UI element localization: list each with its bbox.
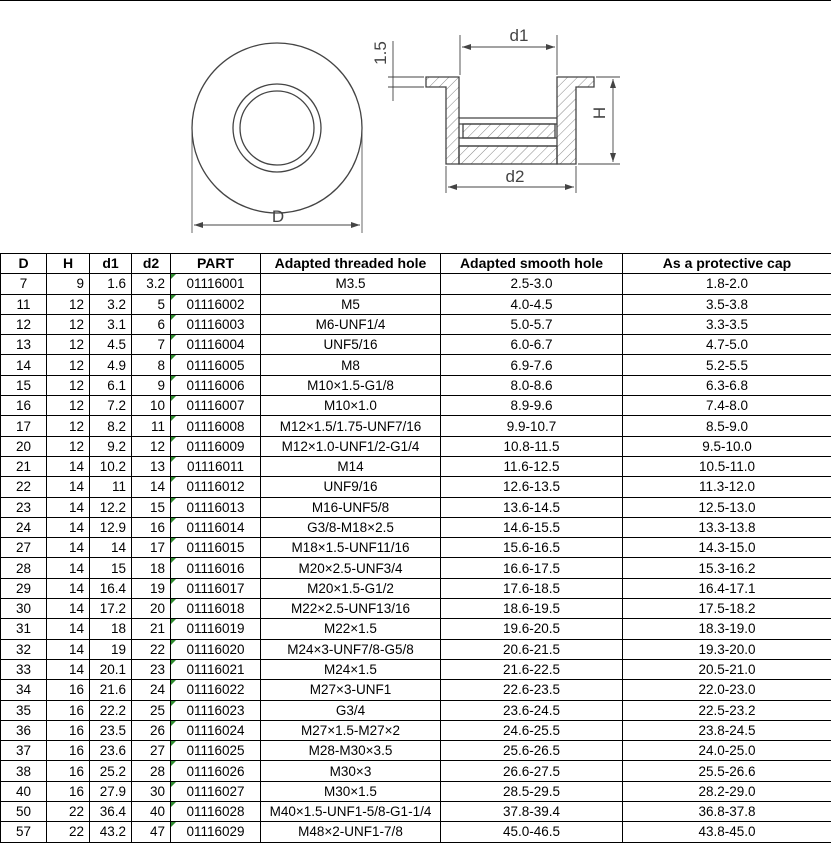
- cell-smooth-hole: 17.6-18.5: [441, 578, 623, 598]
- cell-d2: 40: [132, 802, 171, 822]
- cell-threaded-hole: M16-UNF5/8: [261, 497, 441, 517]
- cell-H: 16: [47, 700, 90, 720]
- table-row: [1, 558, 831, 578]
- cell-d2: 18: [132, 558, 171, 578]
- cell-threaded-hole: M30×1.5: [261, 781, 441, 801]
- cell-D: 23: [1, 497, 47, 517]
- cell-D: 17: [1, 416, 47, 436]
- cell-d2: 5: [132, 294, 171, 314]
- cell-H: 12: [47, 436, 90, 456]
- cell-smooth-hole: 45.0-46.5: [441, 822, 623, 842]
- cell-d1: 22.2: [90, 700, 132, 720]
- table-row: [1, 619, 831, 639]
- cell-protective-cap: 22.0-23.0: [623, 680, 831, 700]
- cell-threaded-hole: M18×1.5-UNF11/16: [261, 538, 441, 558]
- cell-threaded-hole: M48×2-UNF1-7/8: [261, 822, 441, 842]
- table-row: [1, 802, 831, 822]
- col-header-H: H: [47, 254, 90, 274]
- cell-protective-cap: 1.8-2.0: [623, 274, 831, 294]
- cell-D: 37: [1, 741, 47, 761]
- cell-d2: 30: [132, 781, 171, 801]
- cell-threaded-hole: M27×1.5-M27×2: [261, 720, 441, 740]
- cell-protective-cap: 3.3-3.5: [623, 314, 831, 334]
- cell-protective-cap: 9.5-10.0: [623, 436, 831, 456]
- table-row: [1, 477, 831, 497]
- cell-H: 12: [47, 294, 90, 314]
- cell-smooth-hole: 9.9-10.7: [441, 416, 623, 436]
- cell-threaded-hole: M10×1.0: [261, 396, 441, 416]
- cell-d1: 15: [90, 558, 132, 578]
- cell-smooth-hole: 18.6-19.5: [441, 599, 623, 619]
- cell-d1: 8.2: [90, 416, 132, 436]
- cell-protective-cap: 19.3-20.0: [623, 639, 831, 659]
- cell-protective-cap: 11.3-12.0: [623, 477, 831, 497]
- cell-part: 01116022: [171, 680, 261, 700]
- cell-protective-cap: 8.5-9.0: [623, 416, 831, 436]
- cell-D: 27: [1, 538, 47, 558]
- inner-circle: [240, 91, 314, 165]
- cell-part: 01116012: [171, 477, 261, 497]
- cell-d2: 19: [132, 578, 171, 598]
- cell-part: 01116013: [171, 497, 261, 517]
- cell-part: 01116003: [171, 314, 261, 334]
- table-row: [1, 781, 831, 801]
- table-row: [1, 456, 831, 476]
- cell-threaded-hole: M5: [261, 294, 441, 314]
- cell-H: 14: [47, 599, 90, 619]
- cell-threaded-hole: M20×2.5-UNF3/4: [261, 558, 441, 578]
- cell-part: 01116028: [171, 802, 261, 822]
- cell-part: 01116011: [171, 456, 261, 476]
- cell-d2: 20: [132, 599, 171, 619]
- cell-d2: 25: [132, 700, 171, 720]
- cell-threaded-hole: M12×1.0-UNF1/2-G1/4: [261, 436, 441, 456]
- cell-D: 36: [1, 720, 47, 740]
- cell-H: 14: [47, 477, 90, 497]
- cell-smooth-hole: 11.6-12.5: [441, 456, 623, 476]
- dim-H: [578, 77, 620, 164]
- table-row: [1, 396, 831, 416]
- table-row: [1, 375, 831, 395]
- cell-smooth-hole: 10.8-11.5: [441, 436, 623, 456]
- cell-part: 01116017: [171, 578, 261, 598]
- cell-part: 01116006: [171, 375, 261, 395]
- col-header-smooth-hole: Adapted smooth hole: [441, 254, 623, 274]
- cell-d2: 47: [132, 822, 171, 842]
- table-row: [1, 599, 831, 619]
- cell-D: 13: [1, 335, 47, 355]
- cell-D: 30: [1, 599, 47, 619]
- cell-D: 15: [1, 375, 47, 395]
- cell-d1: 3.1: [90, 314, 132, 334]
- cell-smooth-hole: 4.0-4.5: [441, 294, 623, 314]
- cell-part: 01116020: [171, 639, 261, 659]
- cell-threaded-hole: M20×1.5-G1/2: [261, 578, 441, 598]
- cell-H: 22: [47, 802, 90, 822]
- cell-smooth-hole: 20.6-21.5: [441, 639, 623, 659]
- cell-H: 14: [47, 538, 90, 558]
- cell-d2: 8: [132, 355, 171, 375]
- dim-d1: [460, 35, 557, 75]
- cell-smooth-hole: 25.6-26.5: [441, 741, 623, 761]
- cell-H: 12: [47, 314, 90, 334]
- table-row: [1, 274, 831, 294]
- table-row: [1, 517, 831, 537]
- cell-d2: 15: [132, 497, 171, 517]
- cell-threaded-hole: M8: [261, 355, 441, 375]
- cell-protective-cap: 17.5-18.2: [623, 599, 831, 619]
- cell-smooth-hole: 8.0-8.6: [441, 375, 623, 395]
- cell-d2: 7: [132, 335, 171, 355]
- cell-d2: 9: [132, 375, 171, 395]
- cell-threaded-hole: G3/8-M18×2.5: [261, 517, 441, 537]
- cell-d2: 11: [132, 416, 171, 436]
- cell-D: 11: [1, 294, 47, 314]
- table-row: [1, 294, 831, 314]
- cell-part: 01116002: [171, 294, 261, 314]
- cell-d1: 20.1: [90, 659, 132, 679]
- cell-H: 14: [47, 456, 90, 476]
- cell-threaded-hole: M22×1.5: [261, 619, 441, 639]
- front-view: [192, 43, 362, 233]
- cell-H: 16: [47, 741, 90, 761]
- cell-D: 40: [1, 781, 47, 801]
- cell-H: 9: [47, 274, 90, 294]
- table-row: [1, 741, 831, 761]
- cell-protective-cap: 43.8-45.0: [623, 822, 831, 842]
- cell-part: 01116024: [171, 720, 261, 740]
- table-row: [1, 700, 831, 720]
- cell-part: 01116015: [171, 538, 261, 558]
- cell-d1: 23.5: [90, 720, 132, 740]
- cell-smooth-hole: 15.6-16.5: [441, 538, 623, 558]
- cell-D: 34: [1, 680, 47, 700]
- cell-part: 01116005: [171, 355, 261, 375]
- cell-smooth-hole: 12.6-13.5: [441, 477, 623, 497]
- cell-d2: 10: [132, 396, 171, 416]
- col-header-d2: d2: [132, 254, 171, 274]
- label-d1: d1: [510, 26, 529, 45]
- table-row: [1, 314, 831, 334]
- cell-D: 57: [1, 822, 47, 842]
- cell-D: 21: [1, 456, 47, 476]
- cell-d1: 36.4: [90, 802, 132, 822]
- cell-d1: 14: [90, 538, 132, 558]
- cell-smooth-hole: 5.0-5.7: [441, 314, 623, 334]
- cell-protective-cap: 4.7-5.0: [623, 335, 831, 355]
- spec-table: [0, 253, 831, 843]
- cell-threaded-hole: UNF5/16: [261, 335, 441, 355]
- cell-part: 01116025: [171, 741, 261, 761]
- cell-d1: 1.6: [90, 274, 132, 294]
- cell-smooth-hole: 24.6-25.5: [441, 720, 623, 740]
- cell-smooth-hole: 28.5-29.5: [441, 781, 623, 801]
- cell-protective-cap: 18.3-19.0: [623, 619, 831, 639]
- cell-smooth-hole: 16.6-17.5: [441, 558, 623, 578]
- cell-protective-cap: 10.5-11.0: [623, 456, 831, 476]
- cell-protective-cap: 25.5-26.6: [623, 761, 831, 781]
- cell-threaded-hole: M24×1.5: [261, 659, 441, 679]
- cell-part: 01116001: [171, 274, 261, 294]
- cell-D: 32: [1, 639, 47, 659]
- cell-H: 14: [47, 578, 90, 598]
- middle-circle: [233, 84, 321, 172]
- cell-H: 14: [47, 659, 90, 679]
- cell-H: 12: [47, 335, 90, 355]
- col-header-part: PART: [171, 254, 261, 274]
- table-row: [1, 639, 831, 659]
- cell-smooth-hole: 26.6-27.5: [441, 761, 623, 781]
- cell-H: 14: [47, 517, 90, 537]
- cell-smooth-hole: 22.6-23.5: [441, 680, 623, 700]
- cell-threaded-hole: M6-UNF1/4: [261, 314, 441, 334]
- cell-protective-cap: 20.5-21.0: [623, 659, 831, 679]
- cell-threaded-hole: UNF9/16: [261, 477, 441, 497]
- table-row: [1, 355, 831, 375]
- cell-threaded-hole: M40×1.5-UNF1-5/8-G1-1/4: [261, 802, 441, 822]
- cell-part: 01116021: [171, 659, 261, 679]
- cell-threaded-hole: M28-M30×3.5: [261, 741, 441, 761]
- cell-D: 14: [1, 355, 47, 375]
- cell-H: 16: [47, 720, 90, 740]
- cell-H: 12: [47, 416, 90, 436]
- cell-d2: 22: [132, 639, 171, 659]
- table-row: [1, 578, 831, 598]
- cell-part: 01116018: [171, 599, 261, 619]
- col-header-D: D: [1, 254, 47, 274]
- table-row: [1, 335, 831, 355]
- cell-D: 16: [1, 396, 47, 416]
- cell-threaded-hole: M14: [261, 456, 441, 476]
- cell-part: 01116026: [171, 761, 261, 781]
- cell-H: 14: [47, 619, 90, 639]
- cell-protective-cap: 6.3-6.8: [623, 375, 831, 395]
- cell-threaded-hole: M3.5: [261, 274, 441, 294]
- cell-d1: 7.2: [90, 396, 132, 416]
- table-row: [1, 436, 831, 456]
- cell-d1: 27.9: [90, 781, 132, 801]
- cell-H: 16: [47, 680, 90, 700]
- cell-D: 29: [1, 578, 47, 598]
- cell-d1: 10.2: [90, 456, 132, 476]
- cell-protective-cap: 16.4-17.1: [623, 578, 831, 598]
- cell-smooth-hole: 21.6-22.5: [441, 659, 623, 679]
- cell-d1: 16.4: [90, 578, 132, 598]
- cell-d1: 11: [90, 477, 132, 497]
- cell-d1: 4.5: [90, 335, 132, 355]
- label-D: D: [272, 207, 284, 226]
- table-row: [1, 659, 831, 679]
- cell-smooth-hole: 14.6-15.5: [441, 517, 623, 537]
- cell-D: 22: [1, 477, 47, 497]
- cell-d2: 14: [132, 477, 171, 497]
- cell-threaded-hole: G3/4: [261, 700, 441, 720]
- cell-part: 01116023: [171, 700, 261, 720]
- cell-protective-cap: 3.5-3.8: [623, 294, 831, 314]
- cell-D: 20: [1, 436, 47, 456]
- cell-d2: 21: [132, 619, 171, 639]
- col-header-d1: d1: [90, 254, 132, 274]
- cell-D: 28: [1, 558, 47, 578]
- cell-D: 35: [1, 700, 47, 720]
- cell-smooth-hole: 8.9-9.6: [441, 396, 623, 416]
- cell-part: 01116027: [171, 781, 261, 801]
- cell-protective-cap: 15.3-16.2: [623, 558, 831, 578]
- cell-protective-cap: 7.4-8.0: [623, 396, 831, 416]
- cell-d2: 16: [132, 517, 171, 537]
- outer-circle: [192, 43, 362, 213]
- cell-H: 22: [47, 822, 90, 842]
- table-row: [1, 761, 831, 781]
- section-view: [426, 77, 594, 164]
- cell-H: 12: [47, 355, 90, 375]
- cell-d1: 25.2: [90, 761, 132, 781]
- cell-part: 01116007: [171, 396, 261, 416]
- table-row: [1, 538, 831, 558]
- cell-d2: 27: [132, 741, 171, 761]
- cell-D: 12: [1, 314, 47, 334]
- cell-H: 12: [47, 396, 90, 416]
- cell-protective-cap: 28.2-29.0: [623, 781, 831, 801]
- cell-smooth-hole: 2.5-3.0: [441, 274, 623, 294]
- col-header-protective-cap: As a protective cap: [623, 254, 831, 274]
- cell-part: 01116014: [171, 517, 261, 537]
- cell-smooth-hole: 23.6-24.5: [441, 700, 623, 720]
- cell-D: 7: [1, 274, 47, 294]
- cell-part: 01116004: [171, 335, 261, 355]
- cell-d2: 6: [132, 314, 171, 334]
- cell-threaded-hole: M12×1.5/1.75-UNF7/16: [261, 416, 441, 436]
- cell-d2: 17: [132, 538, 171, 558]
- cell-smooth-hole: 37.8-39.4: [441, 802, 623, 822]
- cell-threaded-hole: M22×2.5-UNF13/16: [261, 599, 441, 619]
- cell-d1: 21.6: [90, 680, 132, 700]
- cell-threaded-hole: M30×3: [261, 761, 441, 781]
- cell-D: 24: [1, 517, 47, 537]
- cell-part: 01116029: [171, 822, 261, 842]
- cell-part: 01116016: [171, 558, 261, 578]
- col-header-threaded-hole: Adapted threaded hole: [261, 254, 441, 274]
- cell-protective-cap: 13.3-13.8: [623, 517, 831, 537]
- cell-d2: 3.2: [132, 274, 171, 294]
- cell-protective-cap: 5.2-5.5: [623, 355, 831, 375]
- cell-protective-cap: 12.5-13.0: [623, 497, 831, 517]
- cell-d2: 26: [132, 720, 171, 740]
- cell-d2: 12: [132, 436, 171, 456]
- cell-smooth-hole: 6.0-6.7: [441, 335, 623, 355]
- cell-H: 12: [47, 375, 90, 395]
- technical-drawing: [0, 1, 831, 253]
- cell-d1: 18: [90, 619, 132, 639]
- cell-d1: 19: [90, 639, 132, 659]
- cell-d2: 24: [132, 680, 171, 700]
- cell-part: 01116019: [171, 619, 261, 639]
- table-row: [1, 416, 831, 436]
- cell-protective-cap: 14.3-15.0: [623, 538, 831, 558]
- cell-threaded-hole: M27×3-UNF1: [261, 680, 441, 700]
- cell-d1: 4.9: [90, 355, 132, 375]
- dim-flange: [388, 41, 424, 101]
- table-row: [1, 822, 831, 842]
- cell-d1: 12.9: [90, 517, 132, 537]
- cell-d1: 43.2: [90, 822, 132, 842]
- cell-protective-cap: 36.8-37.8: [623, 802, 831, 822]
- cell-d1: 23.6: [90, 741, 132, 761]
- cell-D: 38: [1, 761, 47, 781]
- cell-smooth-hole: 6.9-7.6: [441, 355, 623, 375]
- table-row: [1, 497, 831, 517]
- cell-D: 31: [1, 619, 47, 639]
- cell-H: 14: [47, 558, 90, 578]
- cell-protective-cap: 24.0-25.0: [623, 741, 831, 761]
- label-flange: 1.5: [371, 41, 390, 65]
- cell-d1: 6.1: [90, 375, 132, 395]
- cell-smooth-hole: 19.6-20.5: [441, 619, 623, 639]
- cell-d2: 28: [132, 761, 171, 781]
- cell-part: 01116008: [171, 416, 261, 436]
- cell-H: 14: [47, 639, 90, 659]
- table-row: [1, 680, 831, 700]
- label-d2: d2: [506, 167, 525, 186]
- cell-H: 16: [47, 781, 90, 801]
- cell-smooth-hole: 13.6-14.5: [441, 497, 623, 517]
- table-row: [1, 720, 831, 740]
- cell-protective-cap: 22.5-23.2: [623, 700, 831, 720]
- cell-d1: 3.2: [90, 294, 132, 314]
- header-row: [1, 254, 831, 274]
- label-H: H: [590, 107, 609, 119]
- cell-H: 16: [47, 761, 90, 781]
- cell-D: 50: [1, 802, 47, 822]
- cell-protective-cap: 23.8-24.5: [623, 720, 831, 740]
- cell-threaded-hole: M24×3-UNF7/8-G5/8: [261, 639, 441, 659]
- cell-d1: 12.2: [90, 497, 132, 517]
- cell-part: 01116009: [171, 436, 261, 456]
- cell-d1: 17.2: [90, 599, 132, 619]
- cell-threaded-hole: M10×1.5-G1/8: [261, 375, 441, 395]
- cell-H: 14: [47, 497, 90, 517]
- cell-d2: 23: [132, 659, 171, 679]
- cell-d2: 13: [132, 456, 171, 476]
- cell-D: 33: [1, 659, 47, 679]
- cell-d1: 9.2: [90, 436, 132, 456]
